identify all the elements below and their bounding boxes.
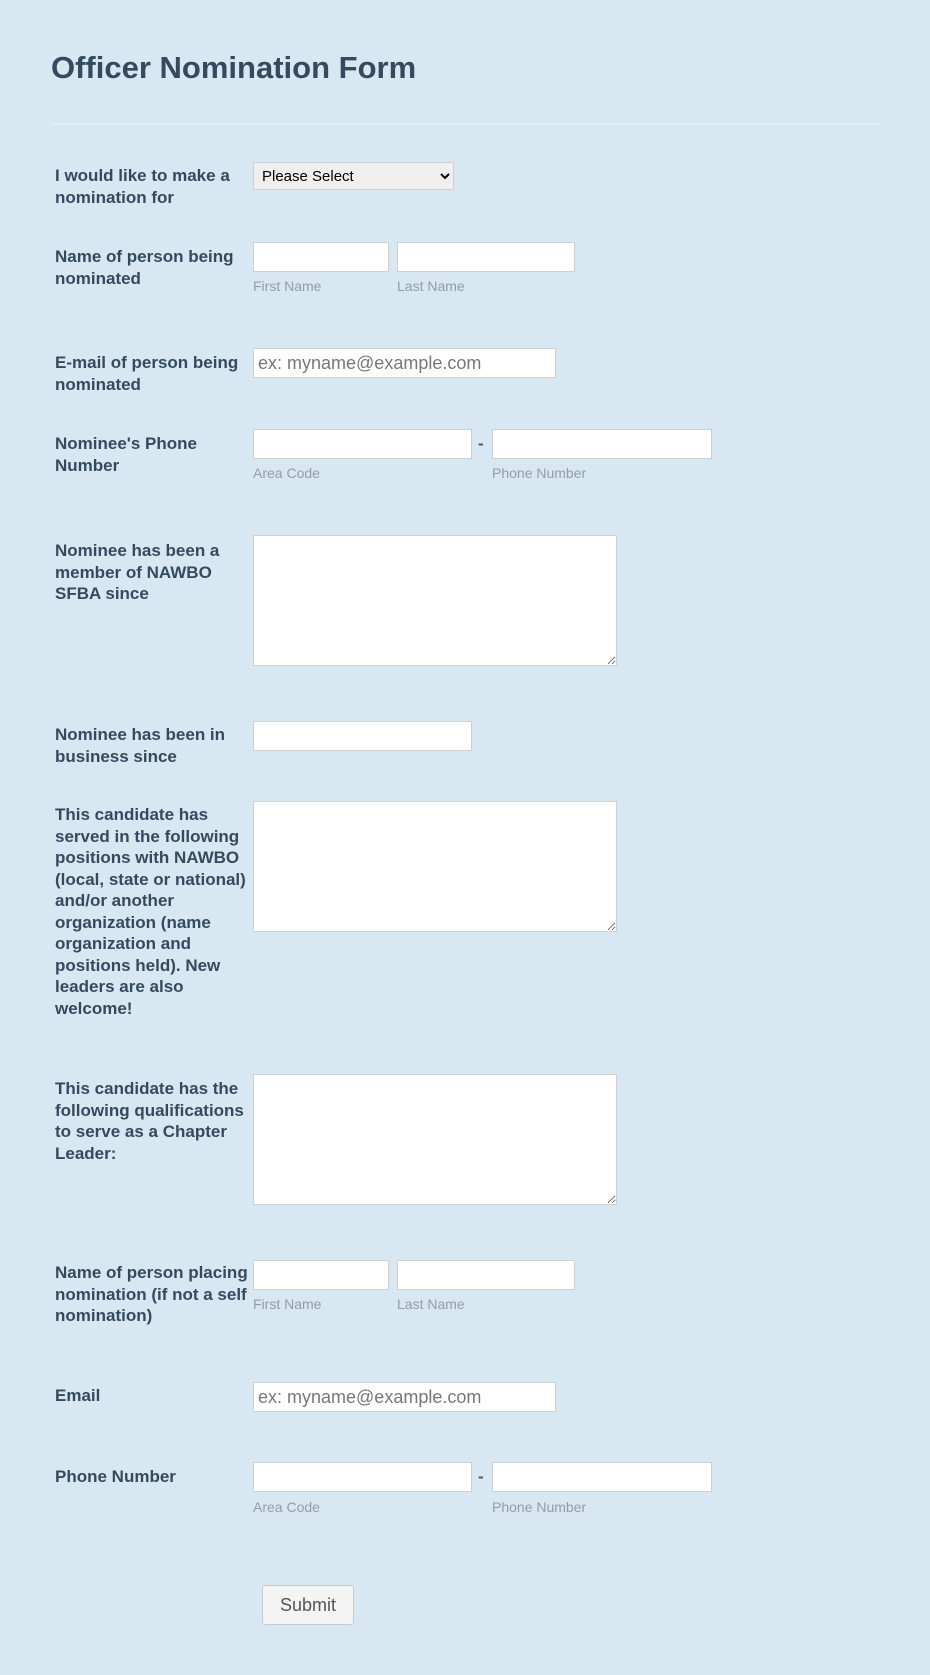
phone-separator: -: [478, 1467, 484, 1486]
qualifications-textarea[interactable]: [253, 1074, 617, 1205]
phone-number-sublabel: Phone Number: [492, 465, 587, 481]
member-since-textarea[interactable]: [253, 535, 617, 666]
phone-number-input[interactable]: [492, 1462, 712, 1492]
last-name-sublabel: Last Name: [397, 1296, 465, 1312]
qualifications-label: This candidate has the following qualifications to serve as a Chapter Leader:: [55, 1079, 244, 1163]
first-name-sublabel: First Name: [253, 278, 322, 294]
nominee-email-input[interactable]: [253, 348, 556, 378]
area-code-sublabel: Area Code: [253, 465, 320, 481]
submit-button[interactable]: Submit: [262, 1585, 354, 1625]
nominee-last-name-input[interactable]: [397, 242, 575, 272]
first-name-sublabel: First Name: [253, 1296, 322, 1312]
email-label: Email: [55, 1386, 101, 1405]
nominee-name-label: Name of person being nominated: [55, 247, 234, 288]
positions-label: This candidate has served in the following positions with NAWBO (local, state or national) and/or another organization (name organization and positions held). New leaders are also welcome!: [55, 805, 246, 1018]
nominee-phone-label: Nominee's Phone Number: [55, 434, 197, 475]
area-code-input[interactable]: [253, 1462, 472, 1492]
email-input[interactable]: [253, 1382, 556, 1412]
nominee-email-label: E-mail of person being nominated: [55, 353, 239, 394]
business-since-label: Nominee has been in business since: [55, 725, 226, 766]
positions-textarea[interactable]: [253, 801, 617, 932]
area-code-sublabel: Area Code: [253, 1499, 320, 1515]
nominee-phone-number-input[interactable]: [492, 429, 712, 459]
page-title: Officer Nomination Form: [51, 50, 417, 85]
nominator-name-label: Name of person placing nomination (if not a self nomination): [55, 1263, 248, 1325]
last-name-sublabel: Last Name: [397, 278, 465, 294]
nominee-first-name-input[interactable]: [253, 242, 389, 272]
nominator-last-name-input[interactable]: [397, 1260, 575, 1290]
nominee-area-code-input[interactable]: [253, 429, 472, 459]
business-since-input[interactable]: [253, 721, 472, 751]
phone-separator: -: [478, 434, 484, 453]
divider: [51, 123, 881, 125]
phone-number-sublabel: Phone Number: [492, 1499, 587, 1515]
member-since-label: Nominee has been a member of NAWBO SFBA since: [55, 541, 220, 603]
nomination-for-label: I would like to make a nomination for: [55, 166, 230, 207]
nominator-first-name-input[interactable]: [253, 1260, 389, 1290]
nomination-for-select[interactable]: [253, 162, 454, 190]
phone-label: Phone Number: [55, 1467, 176, 1486]
